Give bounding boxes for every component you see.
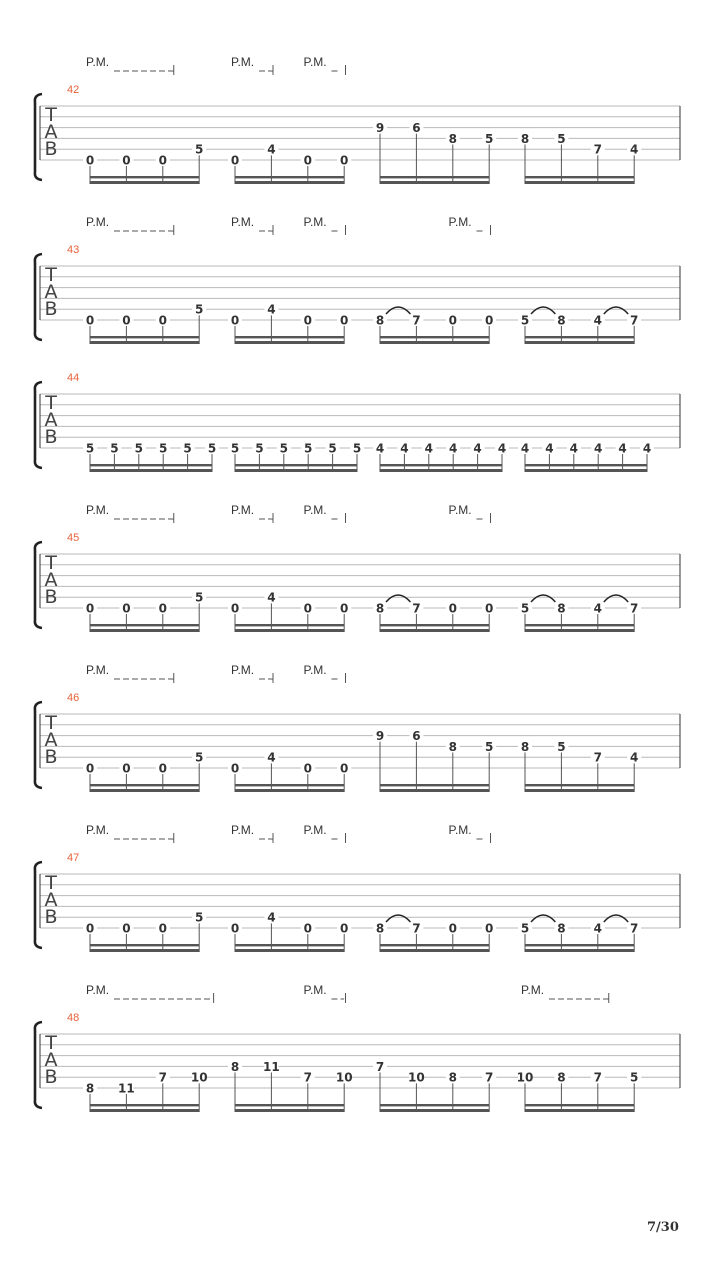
palm-mute-label: P.M. <box>231 503 255 517</box>
tab-system <box>35 55 680 184</box>
beam-primary <box>90 789 199 792</box>
fret-number: 5 <box>255 441 264 456</box>
fret-number: 0 <box>122 313 131 328</box>
beam-primary <box>380 789 489 792</box>
page-number: 7/30 <box>647 1220 679 1235</box>
tab-clef-letter: B <box>44 138 58 160</box>
beam-secondary <box>525 336 634 338</box>
fret-number: 4 <box>449 441 458 456</box>
beam-primary <box>380 1109 489 1112</box>
fret-number: 4 <box>618 441 627 456</box>
fret-number: 0 <box>303 921 312 936</box>
measure-number: 44 <box>67 372 80 384</box>
fret-number: 7 <box>593 750 602 765</box>
system-bracket <box>35 702 42 788</box>
tab-system <box>35 983 680 1112</box>
palm-mute-label: P.M. <box>231 823 255 837</box>
fret-number: 5 <box>485 131 494 146</box>
fret-number: 5 <box>195 590 204 605</box>
fret-number: 4 <box>267 750 276 765</box>
tie-arc <box>386 595 410 602</box>
palm-mute-label: P.M. <box>303 503 327 517</box>
fret-number: 0 <box>340 313 349 328</box>
beam-secondary <box>235 1104 344 1106</box>
fret-number: 9 <box>375 729 385 744</box>
beam-secondary <box>235 464 357 466</box>
fret-number: 5 <box>520 313 530 328</box>
beam-secondary <box>235 336 344 338</box>
fret-number: 7 <box>593 142 602 157</box>
fret-number: 4 <box>642 441 652 456</box>
beam-primary <box>235 789 344 792</box>
fret-number: 4 <box>497 441 507 456</box>
fret-number: 4 <box>593 921 602 936</box>
fret-number: 4 <box>594 441 603 456</box>
fret-number: 11 <box>118 1081 135 1096</box>
beam-secondary <box>380 784 489 786</box>
beam-secondary <box>90 464 212 466</box>
fret-number: 7 <box>412 921 421 936</box>
tie-arc <box>604 307 628 314</box>
fret-number: 0 <box>230 601 240 616</box>
beam-primary <box>525 469 647 472</box>
beam-primary <box>525 341 634 344</box>
fret-number: 4 <box>630 142 639 157</box>
fret-number: 5 <box>557 131 566 146</box>
fret-number: 0 <box>448 601 457 616</box>
tie-arc <box>604 915 628 922</box>
tab-clef-letter: A <box>44 1049 58 1071</box>
beam-primary <box>235 949 344 952</box>
beam-primary <box>90 949 199 952</box>
fret-number: 4 <box>375 441 385 456</box>
fret-number: 8 <box>448 131 457 146</box>
beam-secondary <box>525 1104 634 1106</box>
beam-primary <box>380 181 489 184</box>
fret-number: 8 <box>557 601 566 616</box>
tab-system <box>35 215 680 344</box>
beam-primary <box>90 181 199 184</box>
fret-number: 5 <box>195 142 204 157</box>
tab-clef-letter: T <box>45 712 57 734</box>
fret-number: 5 <box>557 739 566 754</box>
fret-number: 5 <box>110 441 119 456</box>
beam-primary <box>235 1109 344 1112</box>
beam-secondary <box>525 464 647 466</box>
tab-clef-letter: B <box>44 906 58 928</box>
beam-secondary <box>235 624 344 626</box>
fret-number: 4 <box>267 910 276 925</box>
fret-number: 0 <box>85 153 95 168</box>
fret-number: 0 <box>85 761 95 776</box>
beam-primary <box>525 949 634 952</box>
palm-mute-label: P.M. <box>231 663 255 677</box>
beam-secondary <box>380 336 489 338</box>
beam-primary <box>380 341 489 344</box>
tab-clef-letter: T <box>45 872 57 894</box>
beam-primary <box>525 181 634 184</box>
beam-primary <box>235 469 357 472</box>
fret-number: 6 <box>412 729 421 744</box>
fret-number: 7 <box>412 313 421 328</box>
fret-number: 5 <box>630 1070 639 1085</box>
fret-number: 0 <box>448 921 457 936</box>
fret-number: 0 <box>340 761 349 776</box>
fret-number: 0 <box>230 153 240 168</box>
fret-number: 4 <box>569 441 578 456</box>
fret-number: 5 <box>207 441 217 456</box>
tab-system <box>35 503 680 632</box>
fret-number: 4 <box>593 313 602 328</box>
fret-number: 5 <box>159 441 168 456</box>
fret-number: 5 <box>279 441 288 456</box>
beam-primary <box>380 469 502 472</box>
tab-clef-letter: T <box>45 392 57 414</box>
fret-number: 4 <box>520 441 530 456</box>
tab-system <box>35 823 680 952</box>
palm-mute-label: P.M. <box>303 55 327 69</box>
fret-number: 5 <box>304 441 313 456</box>
fret-number: 8 <box>85 1081 95 1096</box>
fret-number: 9 <box>375 121 385 136</box>
beam-secondary <box>235 784 344 786</box>
fret-number: 0 <box>122 921 131 936</box>
tab-clef-letter: B <box>44 746 58 768</box>
fret-number: 5 <box>485 739 494 754</box>
fret-number: 8 <box>375 601 385 616</box>
beam-secondary <box>90 1104 199 1106</box>
beam-primary <box>235 629 344 632</box>
fret-number: 0 <box>485 921 494 936</box>
beam-secondary <box>380 944 489 946</box>
measure-number: 46 <box>67 692 80 704</box>
fret-number: 0 <box>303 153 312 168</box>
fret-number: 8 <box>230 1059 240 1074</box>
beam-secondary <box>90 176 199 178</box>
fret-number: 8 <box>557 313 566 328</box>
fret-number: 0 <box>303 313 312 328</box>
measure-number: 42 <box>67 84 80 96</box>
tab-clef-letter: A <box>44 569 58 591</box>
fret-number: 0 <box>230 761 240 776</box>
beam-secondary <box>380 464 502 466</box>
system-bracket <box>35 94 42 180</box>
palm-mute-label: P.M. <box>303 663 327 677</box>
beam-secondary <box>380 176 489 178</box>
fret-number: 0 <box>85 601 95 616</box>
fret-number: 5 <box>520 921 530 936</box>
beam-secondary <box>90 944 199 946</box>
palm-mute-label: P.M. <box>231 215 255 229</box>
fret-number: 8 <box>520 131 530 146</box>
fret-number: 5 <box>328 441 337 456</box>
beam-secondary <box>525 624 634 626</box>
palm-mute-label: P.M. <box>448 215 472 229</box>
beam-secondary <box>380 624 489 626</box>
fret-number: 7 <box>158 1070 167 1085</box>
tie-arc <box>386 915 410 922</box>
beam-primary <box>235 181 344 184</box>
fret-number: 0 <box>122 153 131 168</box>
fret-number: 0 <box>158 761 167 776</box>
tab-clef-letter: B <box>44 426 58 448</box>
fret-number: 5 <box>183 441 192 456</box>
palm-mute-label: P.M. <box>86 215 110 229</box>
palm-mute-label: P.M. <box>448 823 472 837</box>
fret-number: 7 <box>630 921 639 936</box>
beam-secondary <box>90 624 199 626</box>
tab-clef-letter: A <box>44 281 58 303</box>
beam-primary <box>525 789 634 792</box>
beam-secondary <box>90 336 199 338</box>
palm-mute-label: P.M. <box>303 823 327 837</box>
fret-number: 7 <box>593 1070 602 1085</box>
beam-primary <box>380 629 489 632</box>
fret-number: 5 <box>195 910 204 925</box>
measure-number: 43 <box>67 244 80 256</box>
fret-number: 5 <box>230 441 240 456</box>
palm-mute-label: P.M. <box>86 663 110 677</box>
measure-number: 45 <box>67 532 80 544</box>
measure-number: 47 <box>67 852 80 864</box>
fret-number: 11 <box>263 1059 280 1074</box>
beam-primary <box>380 949 489 952</box>
fret-number: 8 <box>375 921 385 936</box>
fret-number: 0 <box>158 921 167 936</box>
fret-number: 0 <box>85 313 95 328</box>
fret-number: 7 <box>630 601 639 616</box>
fret-number: 0 <box>485 601 494 616</box>
fret-number: 4 <box>267 302 276 317</box>
fret-number: 4 <box>593 601 602 616</box>
beam-primary <box>235 341 344 344</box>
fret-number: 8 <box>520 739 530 754</box>
fret-number: 4 <box>545 441 554 456</box>
beam-primary <box>90 1109 199 1112</box>
beam-secondary <box>525 944 634 946</box>
tab-clef-letter: B <box>44 298 58 320</box>
fret-number: 5 <box>520 601 530 616</box>
tab-clef-letter: A <box>44 409 58 431</box>
fret-number: 0 <box>340 153 349 168</box>
tab-clef-letter: B <box>44 1066 58 1088</box>
system-bracket <box>35 542 42 628</box>
fret-number: 0 <box>158 313 167 328</box>
fret-number: 0 <box>340 601 349 616</box>
palm-mute-label: P.M. <box>86 503 110 517</box>
fret-number: 10 <box>190 1070 208 1085</box>
system-bracket <box>35 382 42 468</box>
tab-clef-letter: A <box>44 729 58 751</box>
fret-number: 10 <box>408 1070 425 1085</box>
beam-primary <box>525 629 634 632</box>
beam-secondary <box>90 784 199 786</box>
fret-number: 0 <box>448 313 457 328</box>
fret-number: 4 <box>400 441 409 456</box>
tie-arc <box>604 595 628 602</box>
fret-number: 0 <box>303 601 312 616</box>
fret-number: 8 <box>448 739 457 754</box>
system-bracket <box>35 1022 42 1108</box>
fret-number: 0 <box>158 601 167 616</box>
fret-number: 10 <box>516 1070 534 1085</box>
tab-clef-letter: T <box>45 264 57 286</box>
fret-number: 8 <box>557 921 566 936</box>
fret-number: 7 <box>412 601 421 616</box>
fret-number: 5 <box>195 750 204 765</box>
fret-number: 8 <box>557 1070 566 1085</box>
fret-number: 0 <box>485 313 494 328</box>
fret-number: 0 <box>85 921 95 936</box>
tab-clef-letter: T <box>45 1032 57 1054</box>
fret-number: 0 <box>158 153 167 168</box>
palm-mute-label: P.M. <box>86 983 110 997</box>
fret-number: 8 <box>375 313 385 328</box>
palm-mute-label: P.M. <box>448 503 472 517</box>
fret-number: 7 <box>630 313 639 328</box>
fret-number: 5 <box>195 302 204 317</box>
fret-number: 4 <box>630 750 639 765</box>
palm-mute-label: P.M. <box>521 983 545 997</box>
fret-number: 4 <box>267 142 276 157</box>
fret-number: 5 <box>134 441 143 456</box>
fret-number: 0 <box>230 313 240 328</box>
beam-primary <box>525 1109 634 1112</box>
fret-number: 5 <box>85 441 95 456</box>
beam-secondary <box>380 1104 489 1106</box>
tab-clef-letter: T <box>45 552 57 574</box>
beam-secondary <box>525 176 634 178</box>
fret-number: 7 <box>485 1070 494 1085</box>
tie-arc <box>386 307 410 314</box>
tab-system <box>35 663 680 792</box>
beam-secondary <box>235 944 344 946</box>
fret-number: 0 <box>303 761 312 776</box>
tab-system <box>35 372 680 472</box>
fret-number: 5 <box>352 441 362 456</box>
tie-arc <box>531 915 555 922</box>
palm-mute-label: P.M. <box>303 983 327 997</box>
fret-number: 6 <box>412 121 421 136</box>
palm-mute-label: P.M. <box>231 55 255 69</box>
palm-mute-label: P.M. <box>303 215 327 229</box>
beam-secondary <box>525 784 634 786</box>
fret-number: 0 <box>122 601 131 616</box>
fret-number: 0 <box>340 921 349 936</box>
system-bracket <box>35 862 42 948</box>
tie-arc <box>531 307 555 314</box>
measure-number: 48 <box>67 1012 80 1024</box>
fret-number: 0 <box>230 921 240 936</box>
tab-clef-letter: B <box>44 586 58 608</box>
tab-clef-letter: A <box>44 889 58 911</box>
system-bracket <box>35 254 42 340</box>
fret-number: 8 <box>448 1070 457 1085</box>
palm-mute-label: P.M. <box>86 823 110 837</box>
beam-secondary <box>235 176 344 178</box>
beam-primary <box>90 469 212 472</box>
palm-mute-label: P.M. <box>86 55 110 69</box>
fret-number: 4 <box>267 590 276 605</box>
fret-number: 4 <box>424 441 433 456</box>
fret-number: 7 <box>303 1070 312 1085</box>
beam-primary <box>90 629 199 632</box>
fret-number: 7 <box>375 1059 385 1074</box>
tab-clef-letter: A <box>44 121 58 143</box>
tie-arc <box>531 595 555 602</box>
fret-number: 4 <box>473 441 482 456</box>
tab-clef-letter: T <box>45 104 57 126</box>
beam-primary <box>90 341 199 344</box>
fret-number: 10 <box>335 1070 353 1085</box>
fret-number: 0 <box>122 761 131 776</box>
